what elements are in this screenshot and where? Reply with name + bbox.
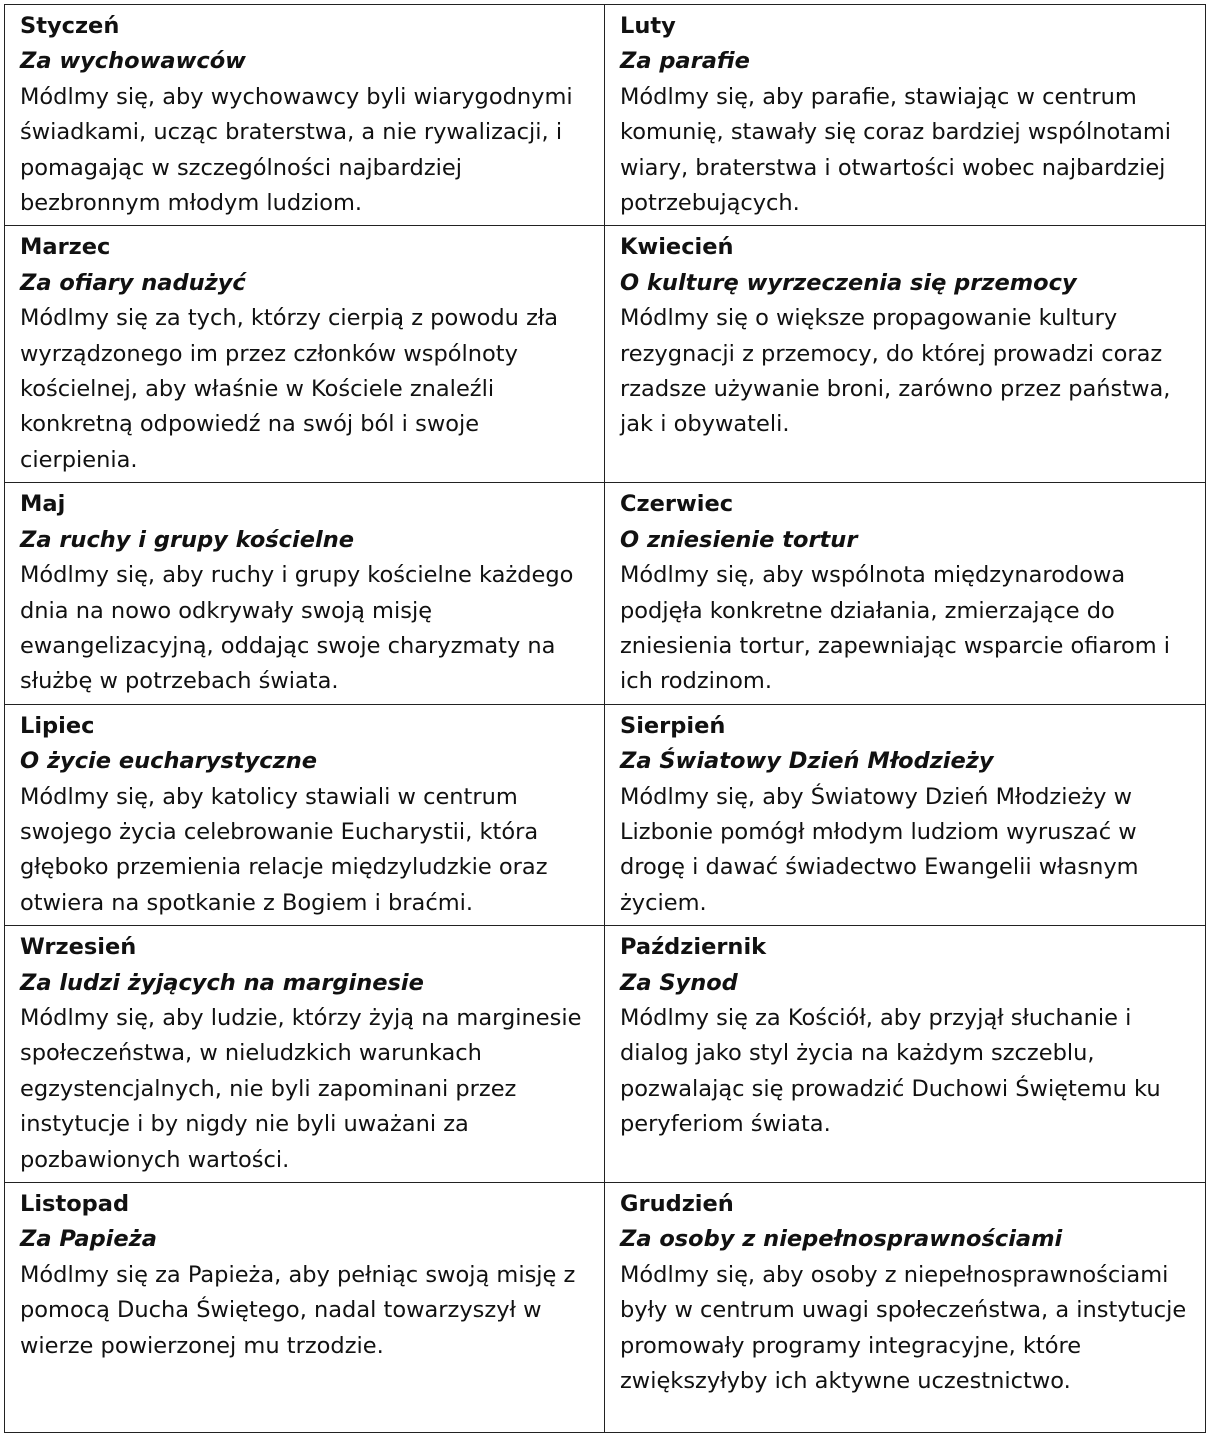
month-cell-april: [605, 226, 1206, 483]
prayer-intentions-table: [4, 4, 1206, 1433]
intention-text: Módlmy się za Kościół, aby przyjął słuchanie i dialog jako styl życia na każdym szczeblu, pozwalając się prowadzić Duchowi Świętemu ku peryferiom świata.: [620, 1004, 1161, 1138]
month-cell-january: [5, 5, 605, 226]
month-cell-june: [605, 483, 1206, 704]
month-cell-may: [5, 483, 605, 704]
intention-title: Za ruchy i grupy kościelne: [20, 526, 354, 553]
month-cell-july: [5, 704, 605, 925]
month-cell-november: [5, 1183, 605, 1433]
intention-text: Módlmy się, aby wychowawcy byli wiarygodnymi świadkami, ucząc braterstwa, a nie rywalizacji, i pomagając w szczególności najbardziej bezbronnym młodym ludziom.: [20, 83, 573, 217]
table-row: [5, 5, 1206, 226]
intention-title: O życie eucharystyczne: [20, 748, 317, 775]
month-name: Maj: [20, 491, 66, 518]
month-name: Luty: [620, 13, 676, 39]
intention-title: Za ludzi żyjących na marginesie: [20, 969, 424, 996]
month-name: Grudzień: [620, 1191, 734, 1217]
month-name: Styczeń: [20, 13, 120, 39]
month-name: Wrzesień: [20, 934, 137, 961]
intention-text: Módlmy się, aby ludzie, którzy żyją na marginesie społeczeństwa, w nieludzkich warunkach egzystencjalnych, nie byli zapominani przez instytucje i by nigdy nie byli uważani za pozbawionych wartości.: [20, 1004, 582, 1173]
month-name: Październik: [620, 934, 767, 961]
intention-title: O kulturę wyrzeczenia się przemocy: [620, 269, 1077, 296]
month-name: Sierpień: [620, 712, 726, 739]
intention-title: Za parafie: [620, 48, 750, 75]
intention-title: Za Synod: [620, 969, 738, 996]
month-name: Lipiec: [20, 712, 95, 739]
intention-title: Za ofiary nadużyć: [20, 269, 246, 296]
month-cell-december: [605, 1183, 1206, 1433]
month-name: Kwiecień: [620, 234, 734, 261]
intention-text: Módlmy się o większe propagowanie kultury rezygnacji z przemocy, do której prowadzi coraz rzadsze używanie broni, zarówno przez państwa, jak i obywateli.: [620, 305, 1171, 438]
intention-text: Módlmy się, aby Światowy Dzień Młodzieży w Lizbonie pomógł młodym ludziom wyruszać w drogę i dawać świadectwo Ewangelii własnym życiem.: [620, 783, 1139, 916]
month-cell-september: [5, 926, 605, 1183]
intention-text: Módlmy się, aby wspólnota międzynarodowa podjęła konkretne działania, zmierzające do zniesienia tortur, zapewniając wsparcie ofiarom i ich rodzinom.: [620, 562, 1171, 695]
intention-text: Módlmy się, aby katolicy stawiali w centrum swojego życia celebrowanie Eucharystii, która głęboko przemienia relacje międzyludzkie oraz otwiera na spotkanie z Bogiem i braćmi.: [20, 783, 548, 916]
table-row: [5, 926, 1206, 1183]
month-cell-august: [605, 704, 1206, 925]
month-cell-october: [605, 926, 1206, 1183]
intention-title: Za osoby z niepełnosprawnościami: [620, 1226, 1063, 1253]
month-name: Listopad: [20, 1191, 130, 1217]
table-row: [5, 483, 1206, 704]
month-name: Marzec: [20, 234, 111, 261]
intention-title: O zniesienie tortur: [620, 526, 858, 553]
intention-title: Za wychowawców: [20, 48, 246, 75]
month-cell-february: [605, 5, 1206, 226]
intention-text: Módlmy się, aby ruchy i grupy kościelne każdego dnia na nowo odkrywały swoją misję ewangelizacyjną, oddając swoje charyzmaty na służbę w potrzebach świata.: [20, 562, 574, 695]
table-row: [5, 1183, 1206, 1433]
intention-text: Módlmy się, aby osoby z niepełnosprawnościami były w centrum uwagi społeczeństwa, a instytucje promowały programy integracyjne, które zwiększyłyby ich aktywne uczestnictwo.: [620, 1261, 1187, 1395]
month-cell-march: [5, 226, 605, 483]
month-name: Czerwiec: [620, 491, 734, 518]
intention-title: Za Światowy Dzień Młodzieży: [620, 748, 994, 775]
intention-text: Módlmy się za Papieża, aby pełniąc swoją misję z pomocą Ducha Świętego, nadal towarzyszył w wierze powierzonej mu trzodzie.: [20, 1261, 576, 1359]
intention-text: Módlmy się, aby parafie, stawiając w centrum komunię, stawały się coraz bardziej wspólnotami wiary, braterstwa i otwartości wobec najbardziej potrzebujących.: [620, 83, 1172, 217]
table-row: [5, 704, 1206, 925]
table-row: [5, 226, 1206, 483]
intention-text: Módlmy się za tych, którzy cierpią z powodu zła wyrządzonego im przez członków wspólnoty kościelnej, aby właśnie w Kościele znaleźli konkretną odpowiedź na swój ból i swoje cierpienia.: [20, 305, 559, 473]
intention-title: Za Papieża: [20, 1226, 157, 1253]
